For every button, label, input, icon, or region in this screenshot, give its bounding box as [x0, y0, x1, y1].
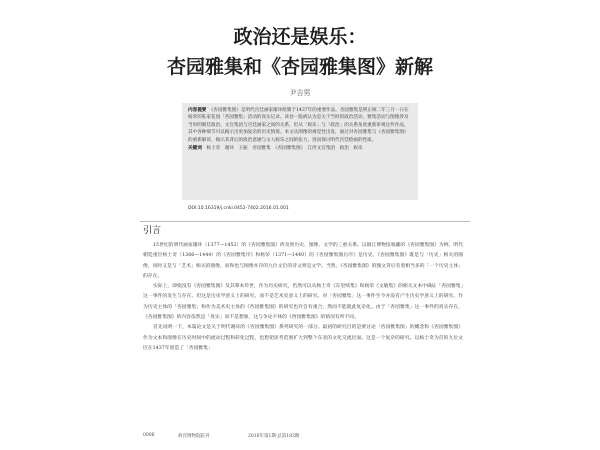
body-paragraph: 15世纪的明代画家谢环（1377—1452）的《杏园雅集图》涉及到历史、图像、文学的三重关系。以镇江博物馆收藏的《杏园雅集图》为例，明代朝廷重臣杨士奇（1366—1444）的《杏园雅集序》和杨荣（1371—1440）的《杏园雅集图后序》是历史。《杏园雅集图》既是与「历史」相关的图像，同时又是与「艺术」相关的图像，而和也与图像并存的九位文臣的诗文则是文学。当然，《杏园雅集图》的图文背后有着相当多的「一个历史主体」的存在。 [143, 243, 463, 279]
keywords-text: 杨士奇 谢环 王振 杏园雅集 《杏园雅集图》 江西文官集团 政治 娱乐 [206, 146, 363, 152]
doi-line: DOI:10.16319/j.cnki.0452-7402.2016.01.001 [188, 206, 289, 211]
abstract-label: 内容提要 [188, 108, 207, 113]
body-paragraph: 首先说明一下，本篇论文是关于明代谢环的《杏园雅集图》系列研究的一部分。最初的研究目的是要讨论「杏园雅集图」的概念和《杏园雅集图》作为文本和图像在历史时间中的流动过程和转化过程，也想把思考范围扩大到整个东亚的文化交流层面。这是一个复杂的研究。以杨士奇为首的九位文臣在1437年创造了「杏园雅集」 [143, 325, 463, 351]
body-text [143, 241, 463, 354]
footer-journal-name: 故宫博物院院刊 [178, 434, 210, 439]
footer-page-number: 0006 [143, 433, 155, 438]
section-divider [140, 221, 470, 222]
abstract-box [182, 103, 418, 200]
keywords-paragraph [188, 145, 412, 152]
abstract-paragraph [188, 107, 412, 144]
article-title-line1: 政治还是娱乐： [233, 26, 367, 48]
footer-issue: 2016年第1期·总第183期 [248, 434, 300, 439]
keywords-label: 关键词 [188, 146, 202, 152]
author-name: 尹吉男 [289, 89, 311, 97]
abstract-text: 《杏园雅集图》是明代宫廷画家谢环绘制于1437年的重要作品。杏园雅集是明正统二年三月一日在杨荣的私家花园「杏园雅集」活动的真实记录。该卷一般被认为是关于当时的政治活动，雅集活动与图像涉及当时的朝廷政治、文官集团与宫廷画家之间的关系，但从「娱乐」与「政治」的关系角度重新审视这件作品，其中各种细节可以揭示出更加复杂的历史情境。本文从图像的视觉性出发，通过对杏园雅集与《杏园雅集图》的重新解读，揭示其背后的政治意涵与文人娱乐之间的张力，进而探讨明代宫廷绘画的性质。 [188, 108, 409, 143]
article-title-line2: 杏园雅集和《杏园雅集图》新解 [166, 56, 433, 78]
body-paragraph: 实际上，即使没有《杏园雅集图》及其摹本传世，作为历史研究，仍然可以从杨士奇《东里续集》和杨荣《文敏集》的相关文本中确证「杏园雅集」这一事件的发生与存在。但这是历史学意义上的研究，而不是艺术史意义上的研究。对「杏园雅集」这一事件至今并没有产生历史学意义上的研究。作为历史主体的「杏园雅集」和作为美术史主体的《杏园雅集图》的研究也许会有重合，然而不能就此复杂化。由于「杏园雅集」这一事件的真实存在，《杏园雅集图》的内容依然是「真实」而不是想象，这与争论不休的《西园雅集图》的情况有所不同。 [143, 284, 463, 321]
section-title: 引言 [143, 226, 162, 236]
